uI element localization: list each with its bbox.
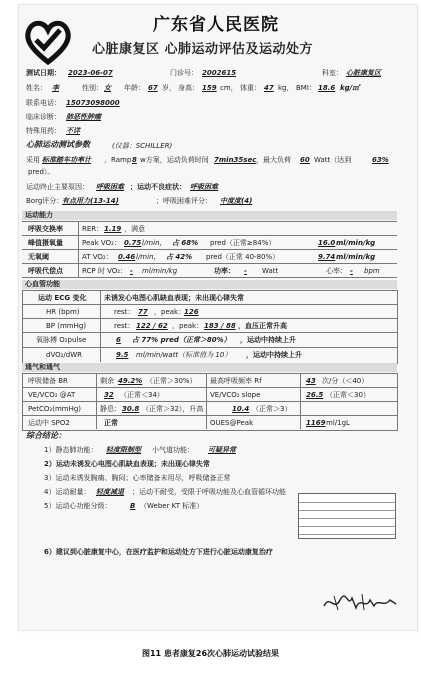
section-ventilation: 通气和通气 xyxy=(22,363,397,372)
rer-value: 1.19 xyxy=(104,225,122,233)
device-name: (仪器：SCHILLER) xyxy=(112,142,173,150)
rcp-text: RCP 时 VO₂： xyxy=(82,267,128,275)
patient-bmi: 18.6 xyxy=(318,84,336,92)
bp-peak: 183 / 88 xyxy=(204,322,236,330)
veco2-at-value: 32 xyxy=(104,391,114,399)
o2pulse-note: ，运动中持续上升 xyxy=(240,336,296,344)
summary-item1-b: 可疑异常 xyxy=(208,446,236,454)
at-text: AT VO₂： xyxy=(82,253,113,261)
rer-note: ，满意 xyxy=(124,225,145,233)
summary-item4-a: 轻度减退 xyxy=(96,488,124,496)
doctor-signature xyxy=(320,590,400,614)
dvo2-unit: ml/min/watt（标准值为 10） xyxy=(136,351,232,359)
max-load: 60 xyxy=(300,156,310,164)
hr-value: - xyxy=(350,267,353,275)
dvo2-value: 9.5 xyxy=(116,351,129,359)
clinic-label: 门诊号： xyxy=(170,69,198,77)
phone-label: 联系电话： xyxy=(26,99,61,107)
diagnosis: 肺恶性肿瘤 xyxy=(66,113,101,121)
table-rule xyxy=(300,373,301,429)
slope-ref: （正常＜30） xyxy=(326,391,370,399)
borg-label: Borg评分： xyxy=(26,197,64,205)
diagnosis-label: 临床诊断： xyxy=(26,113,61,121)
report-subtitle: 心脏康复区 心肺运动评估及运动处方 xyxy=(92,42,314,57)
table-rule xyxy=(22,401,397,402)
pct-pred: 63% xyxy=(372,156,389,164)
petco2-label: PetCO₂(mmHg) xyxy=(28,405,82,413)
peak-vo2-unit: l/min， xyxy=(142,239,167,247)
rf-label: 最高呼吸频率 Rf xyxy=(210,377,262,385)
protocol: 标准踏车功率计 xyxy=(42,156,91,164)
at-pct: 占 42% xyxy=(166,253,193,261)
o2pulse-value: 6 xyxy=(116,336,121,344)
method-line1-e: Watt（达到 xyxy=(314,156,352,164)
height-unit: cm， xyxy=(220,84,238,92)
peak-vo2-kg: 16.0 xyxy=(318,239,336,247)
at-value: 0.46 xyxy=(118,253,136,261)
o2pulse-pct: 占 77% pred（正常＞80%） xyxy=(132,336,231,344)
hr-unit: bpm xyxy=(364,267,380,275)
table-rule xyxy=(22,347,397,348)
table-rule xyxy=(22,304,397,305)
patient-name: 李 xyxy=(52,84,59,92)
summary-item4-prefix: 4）运动耐量： xyxy=(44,488,91,496)
slope-value: 26.5 xyxy=(306,391,324,399)
summary-title: 综合结论： xyxy=(26,431,66,440)
hr-rest-label: rest： xyxy=(114,308,135,316)
br-value: 49.2% xyxy=(118,377,143,385)
summary-item5-post: （Weber KT 标准） xyxy=(140,502,204,510)
weight-unit: kg， xyxy=(278,84,294,92)
at-kg-unit: ml/min/kg xyxy=(336,253,376,261)
hospital-logo-icon xyxy=(22,16,74,68)
hr-peak: 126 xyxy=(184,308,199,316)
petco2-mid: （正常＞32），升高 xyxy=(142,405,204,413)
spo2-value: 正常 xyxy=(104,419,118,427)
petco2-prefix: 静息： xyxy=(100,405,121,413)
table-rule xyxy=(206,373,207,429)
hospital-name: 广东省人民医院 xyxy=(153,15,279,35)
symptom: 呼吸困难 xyxy=(190,183,218,191)
method-line1-b: ，Ramp xyxy=(104,156,132,164)
table-rule xyxy=(22,318,397,319)
rer-label: 呼吸交换率 xyxy=(28,225,63,233)
phone-number: 15073098000 xyxy=(66,99,120,107)
dyspnea-score: 中度度(4) xyxy=(220,197,253,205)
patient-age: 67 xyxy=(148,84,158,92)
peak-vo2-ref: pred（正常≥84%） xyxy=(210,239,276,247)
table-rule xyxy=(22,277,397,278)
name-label: 姓名： xyxy=(26,84,47,92)
oues-label: OUES@Peak xyxy=(210,419,254,427)
bmi-unit: kg/㎡ xyxy=(340,84,360,92)
petco2-ref: （正常＞3） xyxy=(252,405,292,413)
spo2-label: 运动中 SPO2 xyxy=(28,419,70,427)
sex-label: 性别： xyxy=(82,84,103,92)
method-line2: pred）。 xyxy=(28,168,55,176)
height-label: 身高： xyxy=(178,84,199,92)
power-label: 功率： xyxy=(214,267,235,275)
summary-item3: 3）运动未诱发胸痛、胸闷；心率储备未用尽，呼吸储备正常 xyxy=(44,474,231,482)
clinic-number: 2002615 xyxy=(202,69,237,77)
o2pulse-label: 氧脉搏 O₂pulse xyxy=(36,336,87,344)
section-capacity: 运动能力 xyxy=(22,211,397,220)
table-rule xyxy=(96,373,97,429)
petco2-rise: 10.4 xyxy=(232,405,250,413)
at-kg: 9.74 xyxy=(318,253,336,261)
bp-rest: 122 / 62 xyxy=(136,322,168,330)
dept-label: 科室： xyxy=(322,69,343,77)
stop-label: 运动终止主要原因： xyxy=(26,183,89,191)
rf-ref: 次/分（＜40） xyxy=(322,377,369,385)
oues-value: 1169 xyxy=(306,419,326,427)
table-rule xyxy=(22,332,397,333)
ecg-label: 运动 ECG 变化 xyxy=(38,294,87,302)
br-label: 呼吸储备 BR xyxy=(28,377,68,385)
method-title: 心肺运动测试参数 xyxy=(26,140,90,149)
rer-text: RER： xyxy=(82,225,104,233)
method-line1-c: w方案，运动负荷时间 xyxy=(140,156,209,164)
petco2-value: 30.8 xyxy=(122,405,140,413)
power-value: - xyxy=(244,267,247,275)
peak-vo2-value: 0.75 xyxy=(124,239,142,247)
ecg-result: 未诱发心电图心肌缺血表现；未出现心律失常 xyxy=(104,294,244,302)
power-unit: Watt xyxy=(262,267,279,275)
date-label: 测试日期： xyxy=(26,69,61,77)
veco2-at-label: VE/VCO₂ @AT xyxy=(28,391,76,399)
br-ref: （正常＞30%） xyxy=(146,377,197,385)
stop-reason: 呼吸困难 xyxy=(96,183,124,191)
veco2-at-ref: （正常＜34） xyxy=(120,391,164,399)
ramp-value: 8 xyxy=(132,156,137,164)
summary-item6: 6）建议到心脏康复中心，在医疗监护和运动处方下进行心脏运动康复治疗 xyxy=(44,548,273,556)
dyspnea-label: ；呼吸困难评分： xyxy=(156,197,212,205)
age-label: 年龄： xyxy=(124,84,145,92)
at-ref: pred（正常 40-80%） xyxy=(206,253,280,261)
duration: 7min35sec xyxy=(214,156,257,164)
summary-item5-prefix: 5）运动心功能分级： xyxy=(44,502,112,510)
hr-bpm-label: HR (bpm) xyxy=(46,308,80,316)
department: 心脏康复区 xyxy=(346,69,381,77)
hr-label: 心率： xyxy=(326,267,347,275)
drug-label: 特殊用药： xyxy=(26,127,61,135)
patient-sex: 女 xyxy=(104,84,111,92)
weber-table-image xyxy=(298,493,396,539)
at-unit: l/min， xyxy=(136,253,161,261)
figure-caption: 图11 患者康复26次心肺运动试验结果 xyxy=(141,649,280,658)
test-date: 2023-06-07 xyxy=(68,69,113,77)
hr-rest: 77 xyxy=(138,308,148,316)
summary-item5-a: B xyxy=(130,502,136,510)
dvo2-note: ，运动中持续上升 xyxy=(246,351,302,359)
rcp-value: - xyxy=(130,267,133,275)
special-drug: 不详 xyxy=(66,127,80,135)
peak-vo2-pct: 占 68% xyxy=(172,239,199,247)
oues-unit: ml/1gL xyxy=(326,419,350,427)
summary-item1-prefix: 1）静态肺功能： xyxy=(44,446,98,454)
method-line1-d: ，最大负荷 xyxy=(256,156,291,164)
summary-item2: 2）运动未诱发心电图心肌缺血表现；未出现心律失常 xyxy=(44,460,210,468)
weight-label: 体重： xyxy=(240,84,261,92)
table-rule xyxy=(100,290,101,362)
table-rule xyxy=(22,415,397,416)
summary-item4-post: ；运动不耐受，受限于呼吸功能及心血管循环功能 xyxy=(132,488,286,496)
bp-peak-label: ，peak： xyxy=(172,322,204,330)
section-cardio: 心血管功能 xyxy=(22,280,397,289)
summary-item1-a: 轻度限制型 xyxy=(106,446,141,454)
bmi-label: BMI： xyxy=(296,84,316,92)
peak-vo2-kg-unit: ml/min/kg xyxy=(336,239,376,247)
dvo2-label: dVO₂/dWR xyxy=(46,351,83,359)
method-line1-a: 采用 xyxy=(26,156,40,164)
patient-weight: 47 xyxy=(264,84,274,92)
slope-label: VE/VCO₂ slope xyxy=(210,391,261,399)
rcp-label: 呼吸代偿点 xyxy=(28,267,63,275)
patient-height: 159 xyxy=(202,84,217,92)
symptom-label: ；运动不良症状： xyxy=(130,183,186,191)
peak-vo2-label: 峰值摄氧量 xyxy=(28,239,63,247)
peak-vo2-text: Peak VO₂： xyxy=(82,239,121,247)
bp-note: ，血压正常升高 xyxy=(238,322,287,330)
at-label: 无氧阈 xyxy=(28,253,49,261)
bp-rest-label: rest： xyxy=(114,322,135,330)
bp-label: BP (mmHg) xyxy=(46,322,87,330)
age-unit: 岁， xyxy=(162,84,176,92)
rcp-unit: ml/min/kg xyxy=(142,267,178,275)
hr-peak-label: ，peak： xyxy=(154,308,186,316)
summary-item1-mid: 小气道功能： xyxy=(152,446,194,454)
table-rule xyxy=(78,221,79,277)
borg-score: 有点用力(13-14) xyxy=(62,197,119,205)
table-rule xyxy=(22,387,397,388)
rf-value: 43 xyxy=(306,377,316,385)
br-prefix: 剩余 xyxy=(100,377,114,385)
